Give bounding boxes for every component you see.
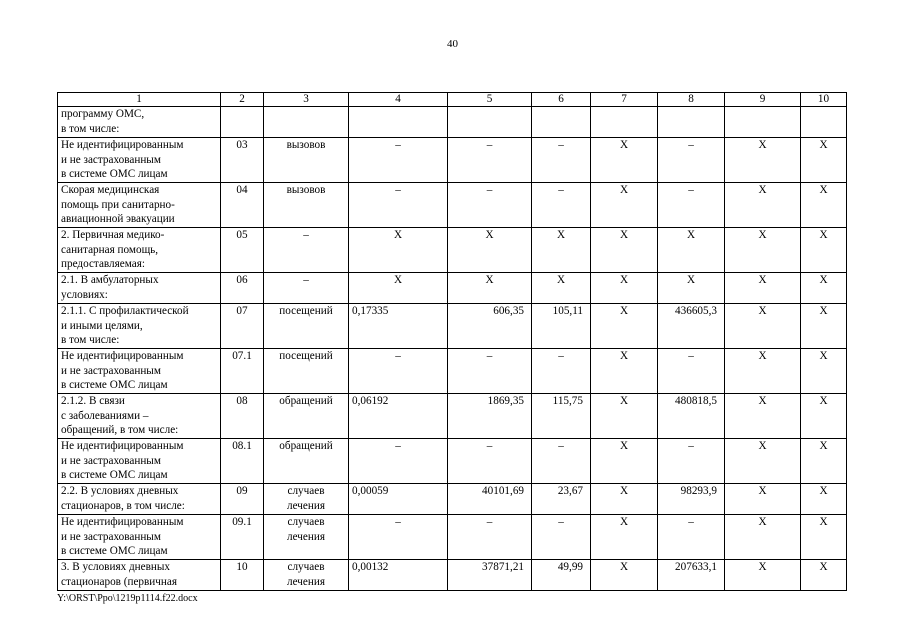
table-row	[58, 394, 847, 439]
table-cell: 04	[221, 183, 264, 228]
table-cell: Х	[725, 304, 801, 349]
row-label-cell: Не идентифицированным и не застрахованным в системе ОМС лицам	[58, 349, 221, 394]
table-row	[58, 107, 847, 138]
table-cell: Х	[801, 394, 847, 439]
table-cell: Х	[591, 228, 658, 273]
table-cell: Х	[591, 138, 658, 183]
table-cell: Х	[725, 515, 801, 560]
table-cell: Х	[591, 484, 658, 515]
table-cell: Х	[801, 304, 847, 349]
column-header: 6	[532, 93, 591, 107]
table-cell: случаев лечения	[264, 515, 349, 560]
table-cell: –	[532, 183, 591, 228]
row-label-cell: 2.1. В амбулаторных условиях:	[58, 273, 221, 304]
column-header: 10	[801, 93, 847, 107]
table-cell: –	[448, 439, 532, 484]
row-label-cell: 3. В условиях дневных стационаров (первичная	[58, 560, 221, 591]
table-row	[58, 228, 847, 273]
table-cell: Х	[801, 183, 847, 228]
table-cell: 37871,21	[448, 560, 532, 591]
table-cell: вызовов	[264, 183, 349, 228]
table-row	[58, 439, 847, 484]
table-cell: 0,06192	[349, 394, 448, 439]
column-header: 3	[264, 93, 349, 107]
table-cell: 10	[221, 560, 264, 591]
table-cell: Х	[725, 439, 801, 484]
table-cell: –	[532, 349, 591, 394]
table-row	[58, 349, 847, 394]
table-cell: случаев лечения	[264, 560, 349, 591]
table-cell: 08	[221, 394, 264, 439]
table-cell: 09.1	[221, 515, 264, 560]
table-cell: случаев лечения	[264, 484, 349, 515]
table-cell: –	[264, 273, 349, 304]
table-cell: Х	[591, 560, 658, 591]
table-cell: Х	[349, 273, 448, 304]
table-cell: 0,17335	[349, 304, 448, 349]
column-header: 1	[58, 93, 221, 107]
table-cell: Х	[801, 560, 847, 591]
row-label-cell: 2.2. В условиях дневных стационаров, в том числе:	[58, 484, 221, 515]
table-cell: –	[349, 183, 448, 228]
table-cell: –	[448, 349, 532, 394]
column-header: 2	[221, 93, 264, 107]
table-cell	[801, 107, 847, 138]
table-cell: посещений	[264, 304, 349, 349]
table-cell: посещений	[264, 349, 349, 394]
table-row	[58, 560, 847, 591]
data-table	[57, 92, 847, 591]
column-header: 7	[591, 93, 658, 107]
table-cell: Х	[591, 304, 658, 349]
table-cell: 0,00059	[349, 484, 448, 515]
table-cell: –	[349, 439, 448, 484]
table-cell: Х	[591, 439, 658, 484]
table-cell: Х	[725, 273, 801, 304]
table-cell: Х	[725, 183, 801, 228]
table-cell: 1869,35	[448, 394, 532, 439]
table-header	[58, 93, 847, 107]
table-row	[58, 273, 847, 304]
table-cell: Х	[532, 273, 591, 304]
table-cell: –	[349, 515, 448, 560]
table-cell: 98293,9	[658, 484, 725, 515]
table-cell: –	[448, 138, 532, 183]
table-cell: 49,99	[532, 560, 591, 591]
table-cell: Х	[725, 228, 801, 273]
table-cell: вызовов	[264, 138, 349, 183]
table-cell: Х	[801, 515, 847, 560]
column-header: 9	[725, 93, 801, 107]
table-cell: обращений	[264, 394, 349, 439]
table-cell: Х	[801, 273, 847, 304]
table-cell: –	[264, 228, 349, 273]
table-cell: Х	[801, 484, 847, 515]
table-cell: 480818,5	[658, 394, 725, 439]
table-cell: –	[532, 439, 591, 484]
table-cell: Х	[658, 273, 725, 304]
table-cell: Х	[591, 349, 658, 394]
table-body	[58, 107, 847, 591]
table-cell: Х	[591, 515, 658, 560]
table-cell: 09	[221, 484, 264, 515]
table-cell: –	[532, 515, 591, 560]
page-number: 40	[447, 38, 458, 50]
row-label-cell: 2.1.1. С профилактической и иными целями, в том числе:	[58, 304, 221, 349]
table-cell: 06	[221, 273, 264, 304]
header-row	[58, 93, 847, 107]
table-cell: 0,00132	[349, 560, 448, 591]
table-cell: Х	[725, 560, 801, 591]
table-cell: –	[658, 349, 725, 394]
table-cell: Х	[658, 228, 725, 273]
row-label-cell: Не идентифицированным и не застрахованным в системе ОМС лицам	[58, 138, 221, 183]
table-cell	[264, 107, 349, 138]
table-cell: Х	[591, 183, 658, 228]
table-cell	[725, 107, 801, 138]
table-cell: –	[448, 515, 532, 560]
table-row	[58, 304, 847, 349]
table-cell: 436605,3	[658, 304, 725, 349]
row-label-cell: программу ОМС, в том числе:	[58, 107, 221, 138]
row-label-cell: Не идентифицированным и не застрахованным в системе ОМС лицам	[58, 439, 221, 484]
table-cell: Х	[349, 228, 448, 273]
row-label-cell: Не идентифицированным и не застрахованным в системе ОМС лицам	[58, 515, 221, 560]
table-cell: Х	[725, 394, 801, 439]
table-cell: 23,67	[532, 484, 591, 515]
table-cell: Х	[448, 228, 532, 273]
table-cell: –	[448, 183, 532, 228]
table-cell: Х	[532, 228, 591, 273]
table-row	[58, 484, 847, 515]
table-cell: Х	[725, 138, 801, 183]
table-cell: 05	[221, 228, 264, 273]
row-label-cell: 2. Первичная медико- санитарная помощь, предоставляемая:	[58, 228, 221, 273]
row-label-cell: Скорая медицинская помощь при санитарно- авиационной эвакуации	[58, 183, 221, 228]
table-cell: –	[658, 183, 725, 228]
file-path-footer: Y:\ORST\Ppo\1219p1114.f22.docx	[57, 593, 198, 604]
table-row	[58, 138, 847, 183]
table-cell: 105,11	[532, 304, 591, 349]
table-cell: Х	[801, 349, 847, 394]
table-cell: –	[532, 138, 591, 183]
table-cell	[591, 107, 658, 138]
column-header: 8	[658, 93, 725, 107]
table-cell: 115,75	[532, 394, 591, 439]
column-header: 5	[448, 93, 532, 107]
table-cell: Х	[801, 138, 847, 183]
table-cell: 07.1	[221, 349, 264, 394]
table-cell: 07	[221, 304, 264, 349]
table-cell: 08.1	[221, 439, 264, 484]
table-cell: 40101,69	[448, 484, 532, 515]
row-label-cell: 2.1.2. В связи с заболеваниями – обращений, в том числе:	[58, 394, 221, 439]
table-cell	[349, 107, 448, 138]
table-cell: Х	[725, 484, 801, 515]
table-cell: Х	[725, 349, 801, 394]
table-cell	[532, 107, 591, 138]
table-cell	[658, 107, 725, 138]
table-cell: Х	[448, 273, 532, 304]
column-header: 4	[349, 93, 448, 107]
table-cell	[448, 107, 532, 138]
table-cell: –	[658, 138, 725, 183]
table-cell: Х	[801, 439, 847, 484]
table-cell	[221, 107, 264, 138]
table-cell: –	[658, 515, 725, 560]
table-cell: Х	[801, 228, 847, 273]
table-row	[58, 515, 847, 560]
table-cell: Х	[591, 273, 658, 304]
table-cell: 207633,1	[658, 560, 725, 591]
table-cell: обращений	[264, 439, 349, 484]
table-row	[58, 183, 847, 228]
table-cell: 03	[221, 138, 264, 183]
table-cell: –	[349, 138, 448, 183]
table-cell: –	[658, 439, 725, 484]
table-cell: –	[349, 349, 448, 394]
table-cell: Х	[591, 394, 658, 439]
table-cell: 606,35	[448, 304, 532, 349]
